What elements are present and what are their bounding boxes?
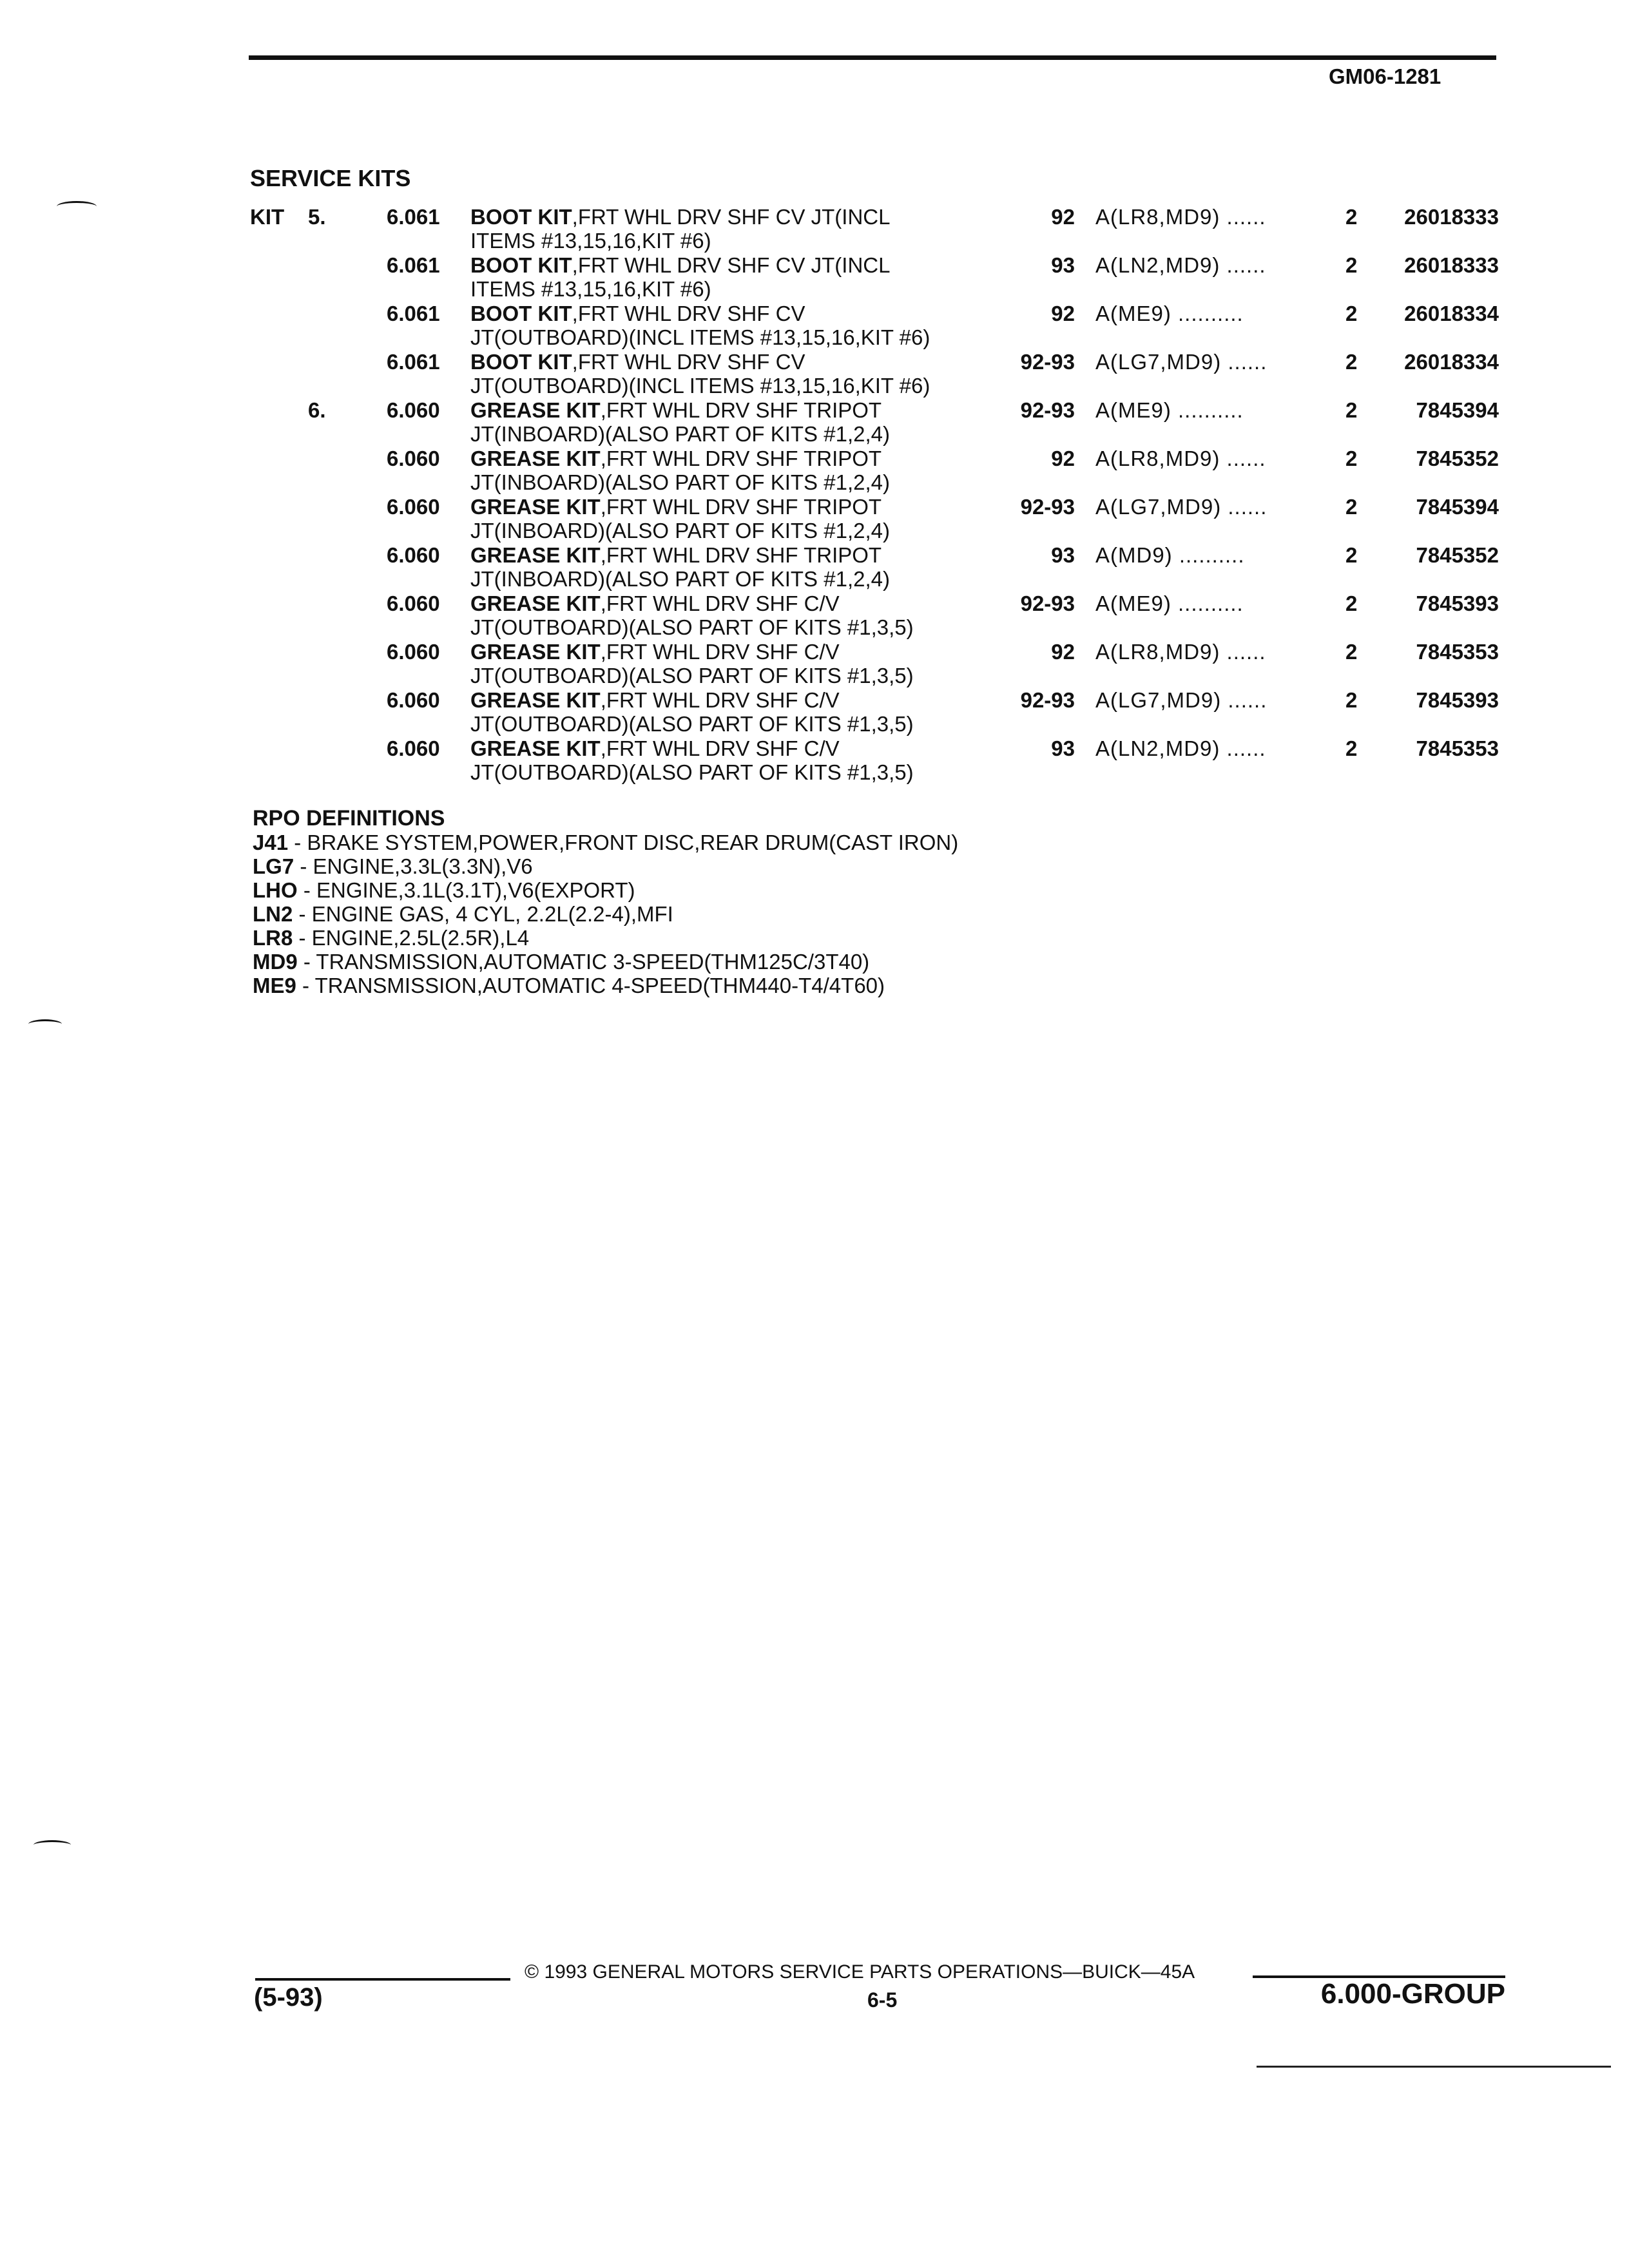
group-number: 6.060: [387, 495, 440, 519]
rpo-text: - TRANSMISSION,AUTOMATIC 3-SPEED(THM125C/3T40): [297, 950, 870, 974]
model-years: 92-93: [1020, 350, 1075, 374]
footer-group: 6.000-GROUP: [1320, 1978, 1505, 2010]
rpo-item: [253, 950, 958, 974]
quantity: 2: [1345, 543, 1358, 567]
usage-condition: A(LG7,MD9) ......: [1095, 350, 1268, 374]
document-id: GM06-1281: [1329, 64, 1441, 88]
part-number: 7845353: [1416, 640, 1499, 664]
part-description: [470, 253, 890, 301]
part-name: BOOT KIT: [470, 302, 572, 325]
part-description: [470, 398, 890, 446]
rpo-code: ME9: [253, 974, 296, 997]
part-number: 7845352: [1416, 543, 1499, 567]
group-number: 6.060: [387, 591, 440, 615]
punch-hole-mark: [34, 1840, 71, 1850]
part-number: 26018333: [1404, 253, 1499, 277]
part-number: 7845394: [1416, 495, 1499, 519]
quantity: 2: [1345, 253, 1358, 277]
table-row: [0, 205, 1629, 253]
quantity: 2: [1345, 350, 1358, 374]
group-number: 6.060: [387, 688, 440, 712]
part-number: 26018333: [1404, 205, 1499, 229]
rpo-code: J41: [253, 831, 289, 854]
part-description: [470, 591, 914, 639]
part-description: [470, 543, 890, 591]
parts-table: [0, 205, 1629, 785]
part-description: [470, 447, 890, 494]
part-name: BOOT KIT: [470, 205, 572, 229]
model-years: 92: [1051, 205, 1075, 229]
group-number: 6.060: [387, 640, 440, 664]
part-name: GREASE KIT: [470, 591, 601, 615]
part-desc-rest: ,FRT WHL DRV SHF TRIPOT: [600, 447, 882, 470]
rpo-title: RPO DEFINITIONS: [253, 806, 445, 831]
usage-condition: A(LR8,MD9) ......: [1095, 205, 1266, 229]
usage-condition: A(MD9) ..........: [1095, 543, 1245, 567]
part-name: GREASE KIT: [470, 543, 601, 567]
model-years: 92: [1051, 640, 1075, 664]
part-description: [470, 736, 914, 784]
rpo-text: - ENGINE,2.5L(2.5R),L4: [293, 926, 530, 950]
rpo-item: [253, 878, 958, 902]
model-years: 92-93: [1020, 495, 1075, 519]
part-description: [470, 302, 930, 349]
part-desc-rest: ,FRT WHL DRV SHF CV: [572, 302, 805, 325]
part-desc-rest: ,FRT WHL DRV SHF C/V: [600, 736, 840, 760]
part-desc-line2: JT(OUTBOARD)(ALSO PART OF KITS #1,3,5): [470, 712, 914, 736]
quantity: 2: [1345, 591, 1358, 615]
table-row: [0, 543, 1629, 591]
table-row: [0, 350, 1629, 398]
model-years: 92: [1051, 302, 1075, 325]
usage-condition: A(LG7,MD9) ......: [1095, 688, 1268, 712]
table-row: [0, 447, 1629, 495]
kit-number: 5.: [308, 205, 326, 229]
part-desc-line2: JT(OUTBOARD)(ALSO PART OF KITS #1,3,5): [470, 615, 914, 639]
section-title: SERVICE KITS: [250, 165, 411, 191]
group-number: 6.061: [387, 205, 440, 229]
part-description: [470, 640, 914, 687]
model-years: 93: [1051, 736, 1075, 760]
part-name: BOOT KIT: [470, 253, 572, 277]
table-row: [0, 253, 1629, 302]
group-number: 6.060: [387, 447, 440, 470]
rpo-item: [253, 902, 958, 926]
part-description: [470, 495, 890, 543]
part-desc-line2: JT(INBOARD)(ALSO PART OF KITS #1,2,4): [470, 567, 890, 591]
quantity: 2: [1345, 447, 1358, 470]
rpo-text: - ENGINE,3.3L(3.3N),V6: [294, 854, 533, 878]
quantity: 2: [1345, 302, 1358, 325]
usage-condition: A(LR8,MD9) ......: [1095, 640, 1266, 664]
footer-page-number: 6-5: [867, 1988, 898, 2012]
part-desc-rest: ,FRT WHL DRV SHF C/V: [600, 640, 840, 664]
part-desc-line2: ITEMS #13,15,16,KIT #6): [470, 277, 711, 301]
part-desc-line2: JT(OUTBOARD)(ALSO PART OF KITS #1,3,5): [470, 760, 914, 784]
group-number: 6.060: [387, 398, 440, 422]
model-years: 92: [1051, 447, 1075, 470]
part-description: [470, 688, 914, 736]
part-desc-rest: ,FRT WHL DRV SHF TRIPOT: [600, 543, 882, 567]
part-desc-line2: JT(INBOARD)(ALSO PART OF KITS #1,2,4): [470, 422, 890, 446]
model-years: 92-93: [1020, 591, 1075, 615]
model-years: 93: [1051, 543, 1075, 567]
model-years: 93: [1051, 253, 1075, 277]
group-number: 6.060: [387, 736, 440, 760]
part-number: 7845352: [1416, 447, 1499, 470]
part-desc-line2: JT(OUTBOARD)(INCL ITEMS #13,15,16,KIT #6): [470, 374, 930, 398]
rpo-text: - ENGINE,3.1L(3.1T),V6(EXPORT): [297, 878, 635, 902]
table-row: [0, 640, 1629, 688]
part-name: GREASE KIT: [470, 495, 601, 519]
part-name: GREASE KIT: [470, 736, 601, 760]
footer-date-code: (5-93): [254, 1983, 323, 2012]
punch-hole-mark: [28, 1019, 62, 1029]
rpo-text: - TRANSMISSION,AUTOMATIC 4-SPEED(THM440-T4/4T60): [296, 974, 885, 997]
usage-condition: A(LN2,MD9) ......: [1095, 736, 1266, 760]
part-desc-rest: ,FRT WHL DRV SHF C/V: [600, 591, 840, 615]
part-desc-line2: JT(INBOARD)(ALSO PART OF KITS #1,2,4): [470, 519, 890, 543]
rpo-text: - ENGINE GAS, 4 CYL, 2.2L(2.2-4),MFI: [293, 902, 673, 926]
rpo-code: LG7: [253, 854, 294, 878]
part-desc-line2: ITEMS #13,15,16,KIT #6): [470, 229, 711, 253]
kit-number: 6.: [308, 398, 326, 422]
part-description: [470, 350, 930, 398]
part-desc-line2: JT(OUTBOARD)(INCL ITEMS #13,15,16,KIT #6): [470, 325, 930, 349]
part-number: 7845393: [1416, 591, 1499, 615]
part-desc-rest: ,FRT WHL DRV SHF C/V: [600, 688, 840, 712]
part-number: 26018334: [1404, 302, 1499, 325]
quantity: 2: [1345, 495, 1358, 519]
part-number: 26018334: [1404, 350, 1499, 374]
kit-tag: KIT: [250, 205, 285, 229]
quantity: 2: [1345, 398, 1358, 422]
table-row: [0, 302, 1629, 350]
rpo-definitions: [253, 807, 958, 997]
rpo-code: MD9: [253, 950, 298, 974]
quantity: 2: [1345, 736, 1358, 760]
rpo-code: LR8: [253, 926, 293, 950]
part-name: BOOT KIT: [470, 350, 572, 374]
model-years: 92-93: [1020, 688, 1075, 712]
part-number: 7845353: [1416, 736, 1499, 760]
part-name: GREASE KIT: [470, 640, 601, 664]
group-number: 6.061: [387, 350, 440, 374]
usage-condition: A(LR8,MD9) ......: [1095, 447, 1266, 470]
part-number: 7845394: [1416, 398, 1499, 422]
rpo-item: [253, 926, 958, 950]
table-row: [0, 398, 1629, 447]
footer-rule-left: [255, 1978, 510, 1981]
usage-condition: A(ME9) ..........: [1095, 398, 1244, 422]
quantity: 2: [1345, 688, 1358, 712]
part-description: [470, 205, 890, 253]
part-name: GREASE KIT: [470, 447, 601, 470]
usage-condition: A(LN2,MD9) ......: [1095, 253, 1266, 277]
model-years: 92-93: [1020, 398, 1075, 422]
table-row: [0, 688, 1629, 736]
part-desc-rest: ,FRT WHL DRV SHF TRIPOT: [600, 495, 882, 519]
table-row: [0, 591, 1629, 640]
table-row: [0, 495, 1629, 543]
group-number: 6.061: [387, 253, 440, 277]
part-number: 7845393: [1416, 688, 1499, 712]
part-name: GREASE KIT: [470, 688, 601, 712]
top-rule: [249, 55, 1496, 60]
usage-condition: A(ME9) ..........: [1095, 302, 1244, 325]
part-desc-line2: JT(OUTBOARD)(ALSO PART OF KITS #1,3,5): [470, 664, 914, 687]
footer-copyright: © 1993 GENERAL MOTORS SERVICE PARTS OPERATIONS—BUICK—45A: [525, 1961, 1195, 1983]
part-desc-rest: ,FRT WHL DRV SHF CV: [572, 350, 805, 374]
rpo-code: LN2: [253, 902, 293, 926]
part-desc-rest: ,FRT WHL DRV SHF CV JT(INCL: [572, 253, 891, 277]
usage-condition: A(ME9) ..........: [1095, 591, 1244, 615]
bottom-rule: [1257, 2066, 1611, 2068]
group-number: 6.060: [387, 543, 440, 567]
usage-condition: A(LG7,MD9) ......: [1095, 495, 1268, 519]
quantity: 2: [1345, 640, 1358, 664]
rpo-item: [253, 831, 958, 854]
rpo-item: [253, 854, 958, 878]
quantity: 2: [1345, 205, 1358, 229]
table-row: [0, 736, 1629, 785]
part-name: GREASE KIT: [470, 398, 601, 422]
part-desc-rest: ,FRT WHL DRV SHF CV JT(INCL: [572, 205, 891, 229]
group-number: 6.061: [387, 302, 440, 325]
part-desc-rest: ,FRT WHL DRV SHF TRIPOT: [600, 398, 882, 422]
rpo-text: - BRAKE SYSTEM,POWER,FRONT DISC,REAR DRUM(CAST IRON): [288, 831, 959, 854]
rpo-item: [253, 974, 958, 997]
rpo-code: LHO: [253, 878, 298, 902]
part-desc-line2: JT(INBOARD)(ALSO PART OF KITS #1,2,4): [470, 470, 890, 494]
